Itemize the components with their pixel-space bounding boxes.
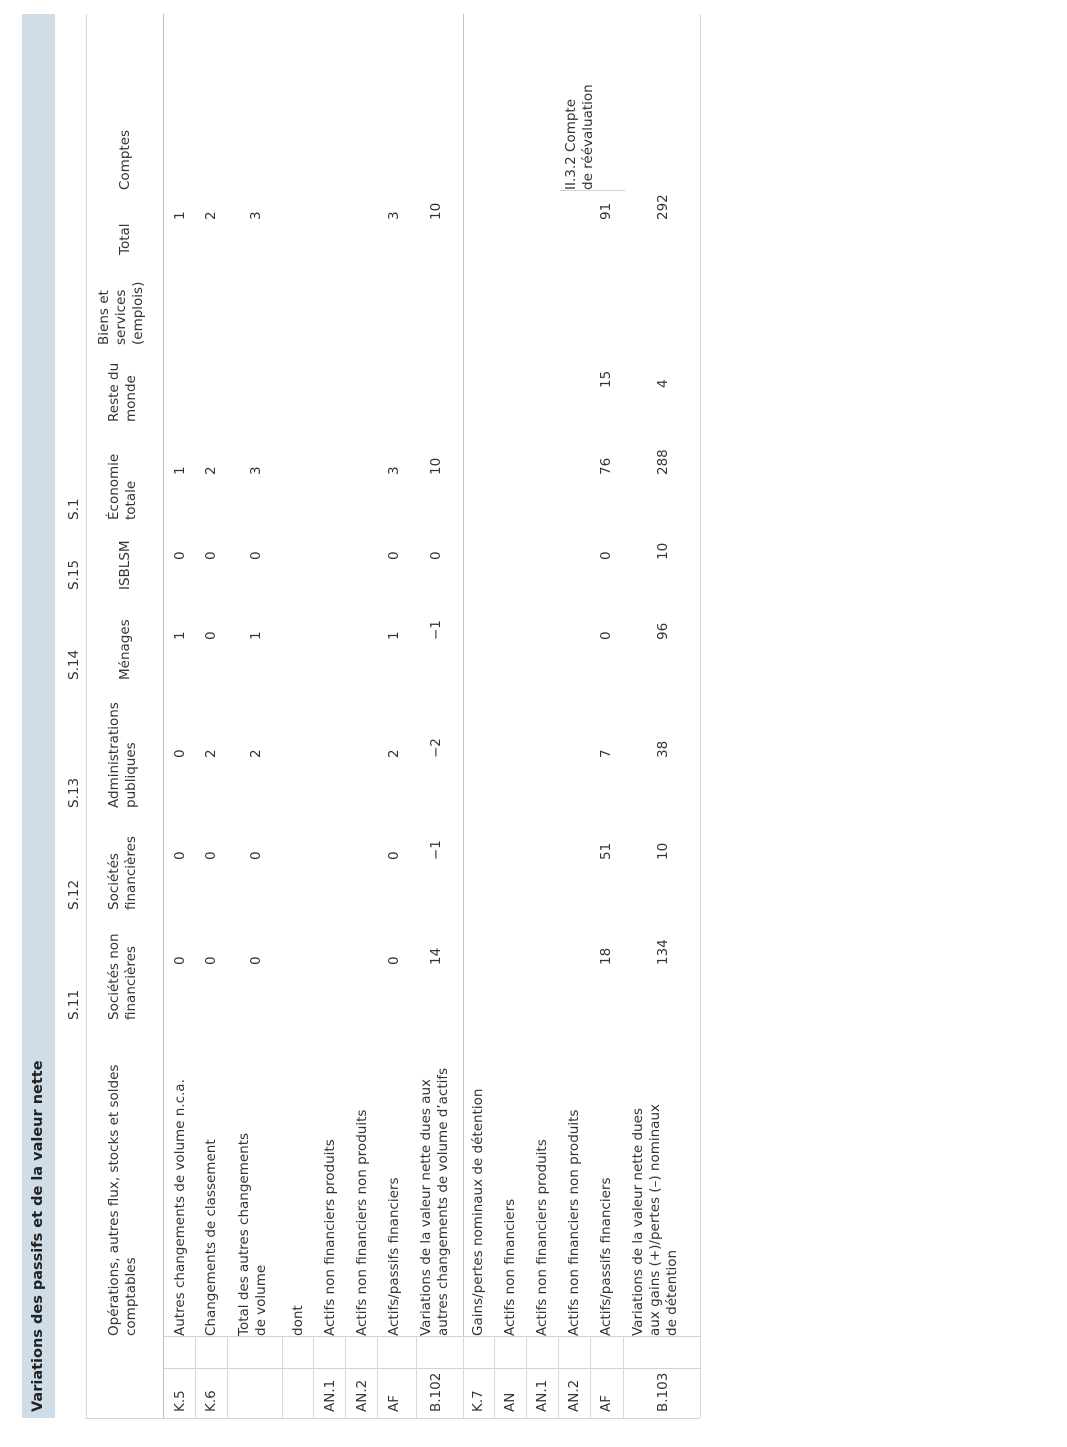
- sector-code-s14: S.14: [66, 649, 82, 680]
- row-3-value-4: 1: [248, 631, 264, 640]
- column-header-7-line-2: monde: [123, 375, 139, 422]
- row-label-12: Actifs non financiers non produits: [566, 1109, 582, 1336]
- sector-code-s13: S.13: [66, 777, 82, 808]
- row-divider-5: [345, 1336, 346, 1418]
- row-7-value-4: 1: [386, 631, 402, 640]
- row-7-value-1: 0: [386, 956, 402, 965]
- row-label-14: [630, 1104, 681, 1336]
- row-label-8-line-2: autres changements de volume d’actifs: [435, 1067, 451, 1336]
- row-label-4: dont: [290, 1305, 306, 1336]
- row-divider-1: [195, 1336, 196, 1418]
- row-1-value-2: 0: [172, 851, 188, 860]
- row-2-value-3: 2: [203, 749, 219, 758]
- row-13-value-2: 51: [598, 842, 614, 860]
- row-label-9: Gains/pertes nominaux de détention: [470, 1088, 486, 1336]
- row-7-value-3: 2: [386, 749, 402, 758]
- account-label: [563, 84, 597, 190]
- column-header-8: [96, 282, 147, 345]
- row-code-9: K.7: [470, 1390, 486, 1412]
- column-header-1-line-2: financières: [123, 946, 139, 1020]
- row-1-value-3: 0: [172, 749, 188, 758]
- row-divider-12: [590, 1336, 591, 1418]
- row-code-11: AN.1: [534, 1379, 550, 1412]
- row-1-value-4: 1: [172, 631, 188, 640]
- row-7-value-2: 0: [386, 851, 402, 860]
- row-divider-10: [526, 1336, 527, 1418]
- row-8-value-2: −1: [428, 840, 444, 860]
- column-header-1: [106, 933, 140, 1020]
- row-2-value-5: 0: [203, 551, 219, 560]
- row-14-value-7: 4: [655, 379, 671, 388]
- account-cell-border: [560, 190, 625, 191]
- row-code-14: B.103: [655, 1372, 671, 1412]
- row-label-1: Autres changements de volume n.c.a.: [172, 1079, 188, 1336]
- row-label-10: Actifs non financiers: [502, 1198, 518, 1336]
- row-label-13: Actifs/passifs financiers: [598, 1177, 614, 1336]
- row-14-value-4: 96: [655, 622, 671, 640]
- column-header-8-line-2: services: [113, 289, 129, 345]
- row-2-value-6: 2: [203, 466, 219, 475]
- row-3-value-3: 2: [248, 749, 264, 758]
- row-label-6: Actifs non financiers non produits: [354, 1109, 370, 1336]
- column-header-8-line-3: (emplois): [130, 281, 146, 345]
- row-code-13: AF: [598, 1394, 614, 1412]
- row-14-value-3: 38: [655, 740, 671, 758]
- column-header-7-line-1: Reste du: [106, 362, 122, 422]
- row-code-8: B.102: [428, 1372, 444, 1412]
- account-label-line-2: de réévaluation: [580, 84, 596, 190]
- row-divider-7: [416, 1336, 417, 1418]
- label-column-border: [163, 1336, 700, 1337]
- row-8-value-4: −1: [428, 620, 444, 640]
- row-8-value-6: 10: [428, 457, 444, 475]
- column-header-1-line-1: Sociétés non: [106, 933, 122, 1020]
- column-header-2-line-2: financières: [123, 836, 139, 910]
- column-header-4: Ménages: [117, 619, 133, 680]
- column-header-8-line-1: Biens et: [96, 290, 112, 345]
- row-code-5: AN.1: [322, 1379, 338, 1412]
- row-label-2: Changements de classement: [203, 1139, 219, 1336]
- row-3-value-2: 0: [248, 851, 264, 860]
- row-code-2: K.6: [203, 1390, 219, 1412]
- row-label-14-line-3: de détention: [664, 1249, 680, 1336]
- code-column-border: [163, 1368, 700, 1369]
- table-bottom-line: [86, 1418, 700, 1419]
- row-label-14-line-2: aux gains (+)/pertes (–) nominaux: [647, 1104, 663, 1336]
- row-8-value-9: 10: [428, 202, 444, 220]
- row-14-value-5: 10: [655, 542, 671, 560]
- row-13-value-4: 0: [598, 631, 614, 640]
- column-header-3: [106, 702, 140, 808]
- header-divider-line: [86, 14, 87, 1418]
- row-divider-8: [463, 1336, 464, 1418]
- row-label-3: [236, 1133, 270, 1336]
- header-operations-line-1: Opérations, autres flux, stocks et soldes: [106, 1064, 122, 1336]
- row-code-12: AN.2: [566, 1379, 582, 1412]
- row-label-3-line-1: Total des autres changements: [236, 1132, 252, 1336]
- column-header-6: [106, 454, 140, 520]
- row-divider-11: [558, 1336, 559, 1418]
- row-1-value-6: 1: [172, 466, 188, 475]
- row-code-7: AF: [386, 1394, 402, 1412]
- row-code-10: AN: [502, 1392, 518, 1412]
- row-label-14-line-1: Variations de la valeur nette dues: [630, 1108, 646, 1336]
- header-accounts: Comptes: [117, 129, 133, 190]
- column-header-3-line-1: Administrations: [106, 702, 122, 808]
- row-divider-4: [313, 1336, 314, 1418]
- column-header-3-line-2: publiques: [123, 742, 139, 808]
- sector-code-s15: S.15: [66, 559, 82, 590]
- header-operations-line-2: comptables: [123, 1257, 139, 1336]
- row-14-value-6: 288: [655, 449, 671, 475]
- sector-code-s11: S.11: [66, 989, 82, 1020]
- row-3-value-5: 0: [248, 551, 264, 560]
- row-3-value-9: 3: [248, 211, 264, 220]
- header-bottom-line: [163, 14, 164, 1418]
- row-divider-2: [227, 1336, 228, 1418]
- row-1-value-9: 1: [172, 211, 188, 220]
- column-header-7: [106, 363, 140, 422]
- row-2-value-1: 0: [203, 956, 219, 965]
- row-2-value-4: 0: [203, 631, 219, 640]
- row-divider-9: [494, 1336, 495, 1418]
- column-header-2: [106, 836, 140, 910]
- row-13-value-3: 7: [598, 749, 614, 758]
- row-divider-6: [377, 1336, 378, 1418]
- row-8-value-3: −2: [428, 738, 444, 758]
- column-header-2-line-1: Sociétés: [106, 853, 122, 910]
- row-label-5: Actifs non financiers produits: [322, 1139, 338, 1336]
- column-header-9: Total: [117, 223, 133, 255]
- table-title: Variations des passifs et de la valeur nette: [30, 1060, 46, 1412]
- row-13-value-7: 15: [598, 370, 614, 388]
- row-13-value-5: 0: [598, 551, 614, 560]
- row-8-value-1: 14: [428, 947, 444, 965]
- row-label-3-line-2: de volume: [253, 1264, 269, 1336]
- row-2-value-9: 2: [203, 211, 219, 220]
- column-header-6-line-2: totale: [123, 480, 139, 520]
- sector-code-s12: S.12: [66, 879, 82, 910]
- row-14-value-1: 134: [655, 939, 671, 965]
- sector-code-s1: S.1: [66, 498, 82, 520]
- row-code-1: K.5: [172, 1390, 188, 1412]
- row-1-value-5: 0: [172, 551, 188, 560]
- row-label-7: Actifs/passifs financiers: [386, 1177, 402, 1336]
- row-13-value-9: 91: [598, 202, 614, 220]
- row-label-8-line-1: Variations de la valeur nette dues aux: [418, 1078, 434, 1336]
- row-14-value-2: 10: [655, 842, 671, 860]
- row-3-value-6: 3: [248, 466, 264, 475]
- row-label-8: [418, 1068, 452, 1336]
- row-7-value-9: 3: [386, 211, 402, 220]
- row-7-value-6: 3: [386, 466, 402, 475]
- row-7-value-5: 0: [386, 551, 402, 560]
- column-header-5: ISBLSM: [117, 540, 133, 590]
- section-divider-line: [463, 14, 464, 1418]
- table-end-line: [700, 14, 701, 1418]
- row-1-value-1: 0: [172, 956, 188, 965]
- header-operations: [106, 1065, 140, 1336]
- row-2-value-2: 0: [203, 851, 219, 860]
- row-3-value-1: 0: [248, 956, 264, 965]
- row-13-value-6: 76: [598, 457, 614, 475]
- row-14-value-9: 292: [655, 194, 671, 220]
- row-divider-3: [282, 1336, 283, 1418]
- account-label-line-1: II.3.2 Compte: [563, 98, 579, 190]
- column-header-6-line-1: Économie: [106, 453, 122, 520]
- row-divider-13: [623, 1336, 624, 1418]
- row-13-value-1: 18: [598, 947, 614, 965]
- row-code-6: AN.2: [354, 1379, 370, 1412]
- row-label-11: Actifs non financiers produits: [534, 1139, 550, 1336]
- row-8-value-5: 0: [428, 551, 444, 560]
